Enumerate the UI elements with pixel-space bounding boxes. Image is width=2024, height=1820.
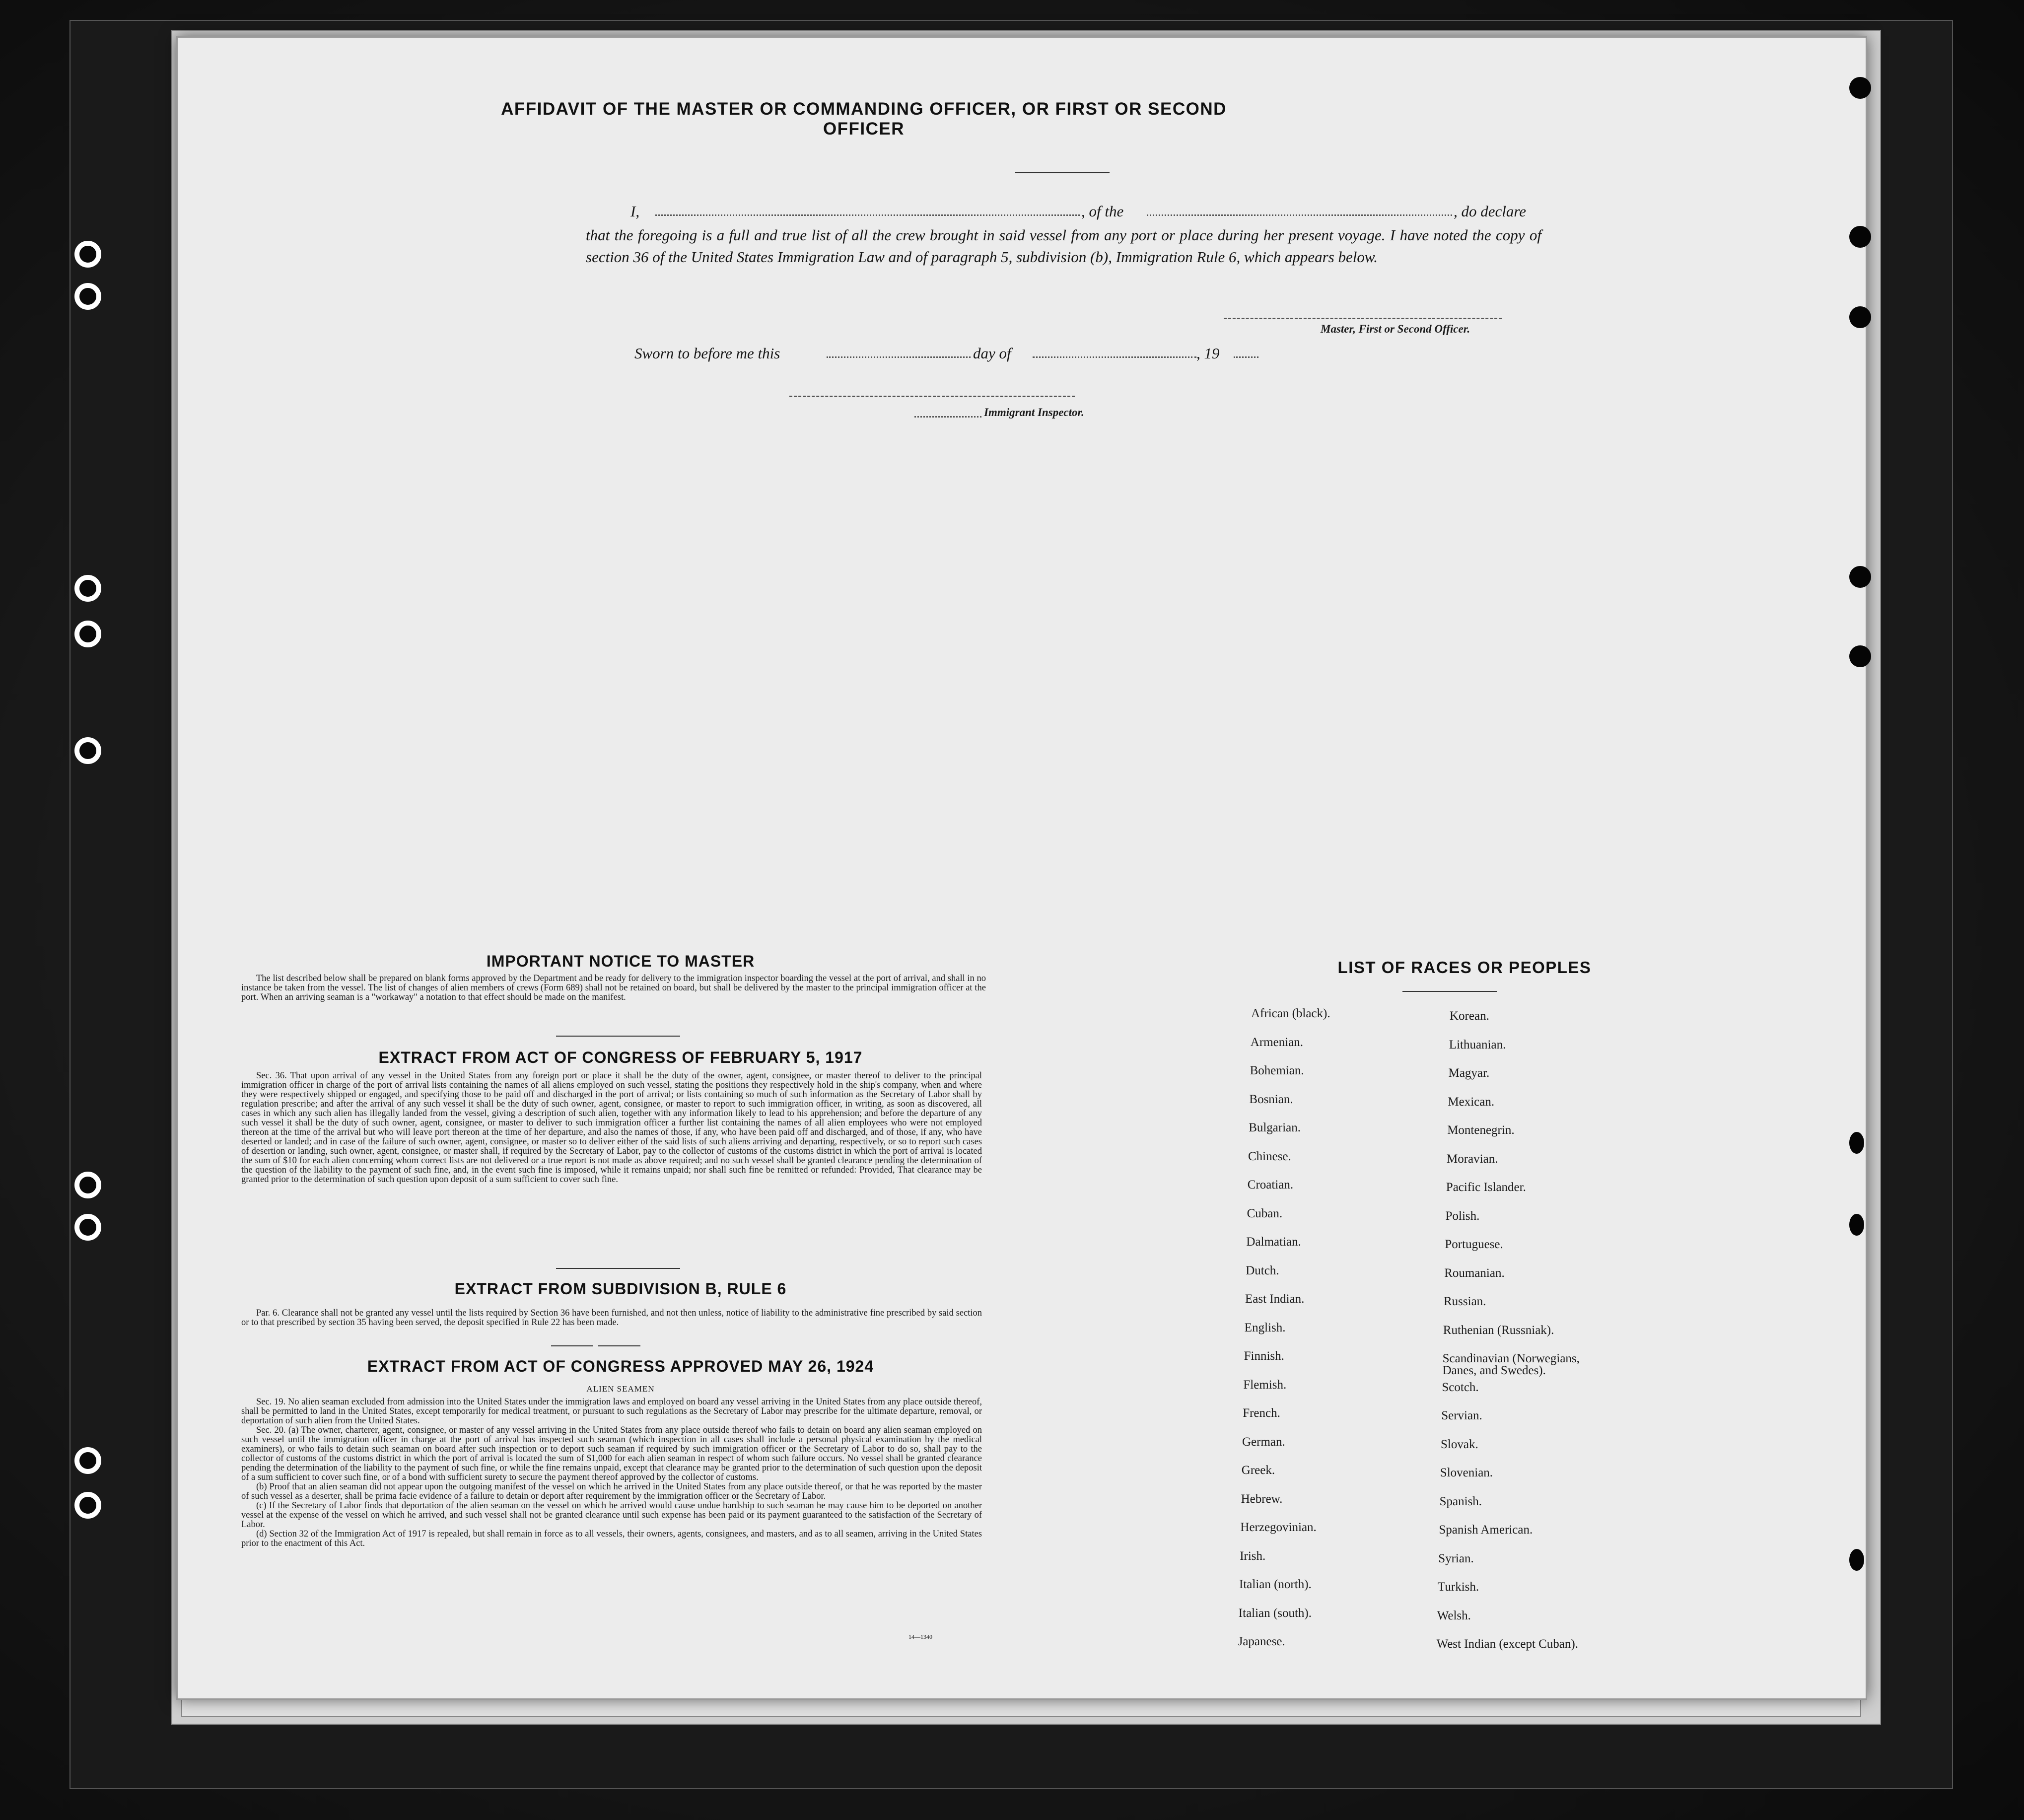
section-divider-short [598,1345,640,1346]
race-item: African (black). [1251,1007,1330,1020]
race-item: West Indian (except Cuban). [1436,1637,1578,1651]
inspector-caption: Immigrant Inspector. [984,406,1084,419]
race-item: English. [1244,1321,1286,1334]
binder-hole [74,737,101,764]
race-item: Dutch. [1246,1263,1279,1277]
race-item: Montenegrin. [1447,1123,1515,1137]
affidavit-title: AFFIDAVIT OF THE MASTER OR COMMANDING OFFICER, OR FIRST OR SECOND OFFICER [501,99,1227,139]
sworn-year: , 19 [1196,345,1220,362]
extract-rule6-text: Par. 6. Clearance shall not be granted any vessel until the lists required by Section 36 have been furnished, and not then unless, notice of liability to the administrative fine prescribed by said section or to that prescribed by section 35 having been served, the deposit specified in Rule 22 has been made. [241,1308,982,1328]
race-item: Pacific Islander. [1446,1181,1526,1194]
binder-hole [74,1447,101,1474]
extract-1924-sec20d: (d) Section 32 of the Immigration Act of 1917 is repealed, but shall remain in force as to all vessels, their owners, agents, consignees, and masters, and as to all seamen, arriving in the United States prior to the enactment of this Act. [241,1529,982,1548]
binder-hole [1849,226,1871,248]
race-item: Roumanian. [1444,1266,1505,1280]
race-item: Ruthenian (Russniak). [1443,1323,1554,1337]
notice-title: IMPORTANT NOTICE TO MASTER [486,952,755,970]
races-title: LIST OF RACES OR PEOPLES [1337,958,1592,977]
binder-hole [74,283,101,310]
race-item: Scandinavian (Norwegians, Danes, and Swedes). [1442,1352,1580,1377]
extract-1924-sec20a: Sec. 20. (a) The owner, charterer, agent, consignee, or master of any vessel arriving in the United States from any place outside thereof who fails to detain on board any alien seaman employed on such vessel until the immigration officer in charge at the port of arrival has inspected such seaman (which inspection in all cases shall include a personal physical examination by the medical examiners), or who fails to detain such seaman on board after such inspection or to deport such seaman if required by such immigration officer or the Secretary of Labor to do so, shall pay to the collector of customs of the customs district in which the port of arrival is located the sum of $1,000 for each alien seaman in respect of whom such failure occurs. No vessel shall be granted clearance pending the determination of the liability to the payment of such fine, or while the fine remains unpaid, except that clearance may be granted prior to the determination of such question upon the deposit of a sum sufficient to cover such fine, or of a bond with sufficient surety to secure the payment thereof approved by the collector of customs. [241,1425,982,1482]
vessel-name-blank [1147,214,1452,216]
extract-1917-title: EXTRACT FROM ACT OF CONGRESS OF FEBRUARY 5, 1917 [378,1049,863,1066]
extract-rule6-title: EXTRACT FROM SUBDIVISION B, RULE 6 [454,1280,787,1298]
sworn-month-blank [1033,356,1196,358]
race-item: Korean. [1450,1009,1489,1023]
race-item: Russian. [1444,1295,1486,1308]
binder-hole [1849,306,1871,328]
race-item: Japanese. [1238,1635,1285,1648]
race-item: Slovenian. [1440,1466,1493,1479]
notice-text: The list described below shall be prepared on blank forms approved by the Department and be ready for delivery to the immigration inspector boarding the vessel at the port of arrival, and shall in no instance be taken from the vessel. The list of changes of alien members of crews (Form 689) shall not be retained on board, but shall be delivered by the master to the principal immigration officer at the port. When an arriving seaman is a "workaway" a notation to that effect should be made on the manifest. [241,974,986,1002]
inspector-signature-line [789,396,1075,397]
extract-1917-text: Sec. 36. That upon arrival of any vessel in the United States from any foreign port or place it shall be the duty of the owner, agent, consignee, or master thereof to deliver to the principal immigration officer in charge of the port of arrival lists containing the names of all aliens employed on such vessel, stating the positions they respectively hold in the ship's company, when and where they were respectively shipped or engaged, and specifying those to be paid off and discharged in the port of arrival; or lists containing so much of such information as the Secretary of Labor shall by regulation prescribe; and after the arrival of any such vessel it shall be the duty of such owner, agent, consignee, or master to report to such immigration officer, in writing, as soon as discovered, all cases in which any such alien has illegally landed from the vessel, giving a description of such alien, together with any information likely to lead to his apprehension; and before the departure of any such vessel it shall be the duty of such owner, agent, consignee, or master to deliver to such immigration officer a further list containing the names of all alien employees who were not employed thereon at the time of the arrival but who will leave port thereon at the time of her departure, and also the names of those, if any, who have been paid off and discharged, and of those, if any, who have deserted or landed; and in case of the failure of such owner, agent, consignee, or master so to deliver either of the said lists of such aliens arriving and departing, respectively, or so to report such cases of desertion or landing, such owner, agent, consignee, or master shall, if required by the Secretary of Labor, pay to the collector of customs of the customs district in which the port of arrival is located the sum of $10 for each alien concerning whom correct lists are not delivered or a true report is not made as above required; and no such vessel shall be granted clearance pending the determination of the question of the liability to the payment of such fine, and, in the event such fine is imposed, while it remains unpaid; nor shall such fine be remitted or refunded: Provided, That clearance may be granted prior to the determination of such question upon deposit of a sum sufficient to cover such fine. [241,1071,982,1185]
section-divider [556,1268,680,1269]
race-item: Polish. [1445,1209,1480,1223]
extract-1924-title: EXTRACT FROM ACT OF CONGRESS APPROVED MAY 26, 1924 [367,1357,874,1375]
binder-hole [1849,77,1871,99]
affidavit-declarant-prefix: I, [630,203,640,220]
notice-text-block [241,974,986,1002]
race-item: Syrian. [1438,1551,1474,1565]
affidavit-vessel-label: , of the [1081,203,1124,220]
extract-1924-block [241,1398,982,1548]
race-item: Greek. [1241,1464,1275,1477]
race-item: Irish. [1240,1549,1266,1563]
binder-hole [1849,1132,1864,1154]
race-item: Magyar. [1448,1066,1490,1080]
race-item: French. [1243,1406,1280,1420]
extract-1924-sec19: Sec. 19. No alien seaman excluded from admission into the United States under the immigration laws and employed on board any vessel arriving in the United States from any place outside thereof, shall be permitted to land in the United States, except temporarily for medical treatment, or pursuant to such regulations as the Secretary of Labor may prescribe for the ultimate departure, removal, or deportation of such alien from the United States. [241,1397,982,1426]
race-item: Croatian. [1247,1178,1294,1191]
race-item: Bulgarian. [1249,1121,1301,1134]
race-item: Mexican. [1448,1095,1495,1109]
master-name-blank [655,214,1080,216]
signature-line [1224,318,1502,319]
extract-1917-block [241,1071,982,1185]
race-item: Chinese. [1248,1149,1291,1163]
race-item: East Indian. [1245,1292,1305,1306]
section-divider-short [551,1345,593,1346]
affidavit-paragraph [586,224,1541,268]
sworn-prefix: Sworn to before me this [634,345,780,362]
race-item: Finnish. [1244,1349,1284,1363]
race-item: Cuban. [1247,1206,1283,1220]
binder-hole [1849,1214,1864,1236]
race-item: Dalmatian. [1246,1235,1301,1249]
extract-1924-subtitle: ALIEN SEAMEN [586,1384,655,1394]
sworn-day-of: day of [973,345,1011,362]
race-item: Bohemian. [1250,1064,1304,1077]
sworn-year-blank [1234,356,1258,358]
race-item: Spanish. [1439,1494,1482,1508]
race-item: Armenian. [1250,1035,1304,1049]
affidavit-declare-label: , do declare [1454,203,1527,220]
race-item: Slovak. [1441,1437,1478,1451]
race-item: Welsh. [1437,1609,1471,1622]
signature-caption: Master, First or Second Officer. [1321,323,1470,335]
race-item: Scotch. [1442,1380,1479,1394]
inspector-title-leader [914,416,981,418]
race-item: Italian (south). [1238,1606,1312,1620]
race-item: Servian. [1441,1409,1482,1422]
extract-1924-sec20b: (b) Proof that an alien seaman did not appear upon the outgoing manifest of the vessel on which he arrived in the United States from any place outside thereof, or that he was reported by the master of such vessel as a deserter, shall be prima facie evidence of a failure to detain or deport after requirement by the immigration officer or the Secretary of Labor. [241,1482,982,1501]
binder-hole [74,575,101,602]
race-item: Spanish American. [1439,1523,1533,1537]
form-number: 14—1340 [908,1633,932,1640]
affidavit-paragraph-text: that the foregoing is a full and true list of all the crew brought in said vessel from any port or place during her present voyage. I have noted the copy of section 36 of the United States Immigration Law and of paragraph 5, subdivision (b), Immigration Rule 6, which appears below. [586,226,1541,266]
race-item: Herzegovinian. [1240,1521,1317,1534]
race-item: German. [1242,1435,1285,1449]
binder-hole [74,1492,101,1519]
race-item: Hebrew. [1241,1492,1283,1506]
sworn-day-blank [827,356,971,358]
binder-hole [74,621,101,647]
extract-rule6-block [241,1309,982,1328]
race-item: Bosnian. [1249,1092,1293,1106]
binder-hole [1849,566,1871,588]
race-item: Portuguese. [1445,1238,1503,1251]
binder-hole [74,1214,101,1241]
binder-hole [1849,645,1871,667]
race-item: Turkish. [1438,1580,1479,1594]
binder-hole [74,1172,101,1198]
extract-1924-sec20c: (c) If the Secretary of Labor finds that deportation of the alien seaman on the vessel on which he arrived would cause undue hardship to such seaman he may cause him to be deported on another vessel at the expense of the vessel on which he arrived, and such vessel shall not be granted clearance until such expense has been paid or its payment guaranteed to the satisfaction of the Secretary of Labor. [241,1501,982,1530]
binder-hole [1849,1549,1864,1571]
binder-hole [74,241,101,268]
race-item: Italian (north). [1239,1578,1312,1591]
title-underline [1015,172,1110,173]
races-title-underline [1402,991,1497,992]
race-item: Lithuanian. [1449,1038,1506,1051]
race-item: Flemish. [1243,1378,1287,1392]
race-item: Moravian. [1447,1152,1498,1166]
section-divider [556,1036,680,1037]
